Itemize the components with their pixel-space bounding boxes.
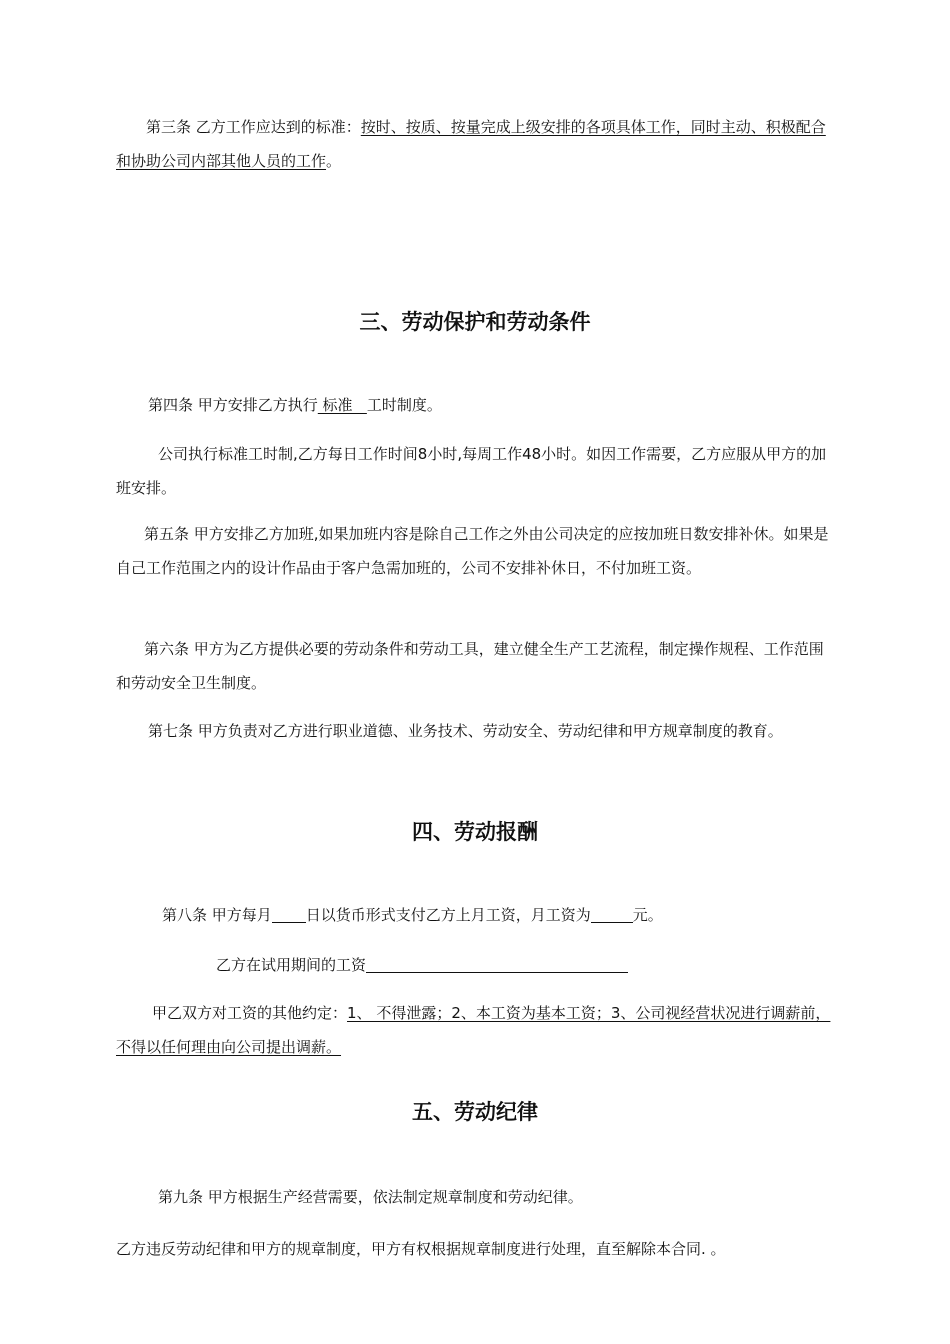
article-5: 第五条 甲方安排乙方加班,如果加班内容是除自己工作之外由公司决定的应按加班日数安排补休。如果是自己工作范围之内的设计作品由于客户急需加班的，公司不安排补休日，不付加班工资。	[116, 525, 829, 577]
article-9: 第九条 甲方根据生产经营需要，依法制定规章制度和劳动纪律。	[158, 1188, 583, 1206]
article-3	[116, 110, 836, 178]
article-8	[116, 898, 836, 932]
other-salary-terms	[116, 996, 836, 1064]
article-3-suffix: 。	[326, 152, 342, 170]
section-5-title: 五、劳动纪律	[412, 1099, 538, 1124]
article-4-suffix: 工时制度。	[366, 396, 442, 414]
probation-salary-blank[interactable]	[366, 954, 628, 973]
article-7: 第七条 甲方负责对乙方进行职业道德、业务技术、劳动安全、劳动纪律和甲方规章制度的教育。	[148, 722, 783, 740]
article-4-prefix: 第四条 甲方安排乙方执行	[148, 396, 318, 414]
other-terms-prefix: 甲乙双方对工资的其他约定：	[152, 1004, 348, 1022]
article-8-part2: 日以货币形式支付乙方上月工资，月工资为	[305, 906, 591, 924]
section-4-title: 四、劳动报酬	[412, 819, 538, 844]
article-6: 第六条 甲方为乙方提供必要的劳动条件和劳动工具，建立健全生产工艺流程，制定操作规程、工作范围和劳动安全卫生制度。	[116, 640, 824, 692]
article-4	[116, 388, 836, 422]
monthly-salary-blank[interactable]	[591, 904, 633, 923]
probation-salary	[216, 948, 836, 982]
article-4-paragraph: 公司执行标准工时制,乙方每日工作时间8小时,每周工作48小时。如因工作需要，乙方应服从甲方的加班安排。	[116, 445, 827, 497]
article-8-part3: 元。	[632, 906, 663, 924]
article-4-hours-type: 标准	[317, 396, 367, 414]
article-3-prefix: 第三条 乙方工作应达到的标准：	[146, 118, 361, 136]
other-terms-content: 1、 不得泄露；2、本工资为基本工资；3、公司视经营状况进行调薪前，不得以任何理由向公司提出调薪。	[116, 1004, 831, 1056]
article-3-standard: 按时、按质、按量完成上级安排的各项具体工作，同时主动、积极配合和协助公司内部其他人员的工作	[116, 118, 826, 170]
article-8-part1: 第八条 甲方每月	[162, 906, 272, 924]
section-3-title: 三、劳动保护和劳动条件	[359, 309, 591, 334]
article-9-paragraph: 乙方违反劳动纪律和甲方的规章制度，甲方有权根据规章制度进行处理，直至解除本合同. 。	[116, 1240, 726, 1258]
pay-day-blank[interactable]	[272, 904, 306, 923]
probation-salary-label: 乙方在试用期间的工资	[216, 956, 367, 974]
